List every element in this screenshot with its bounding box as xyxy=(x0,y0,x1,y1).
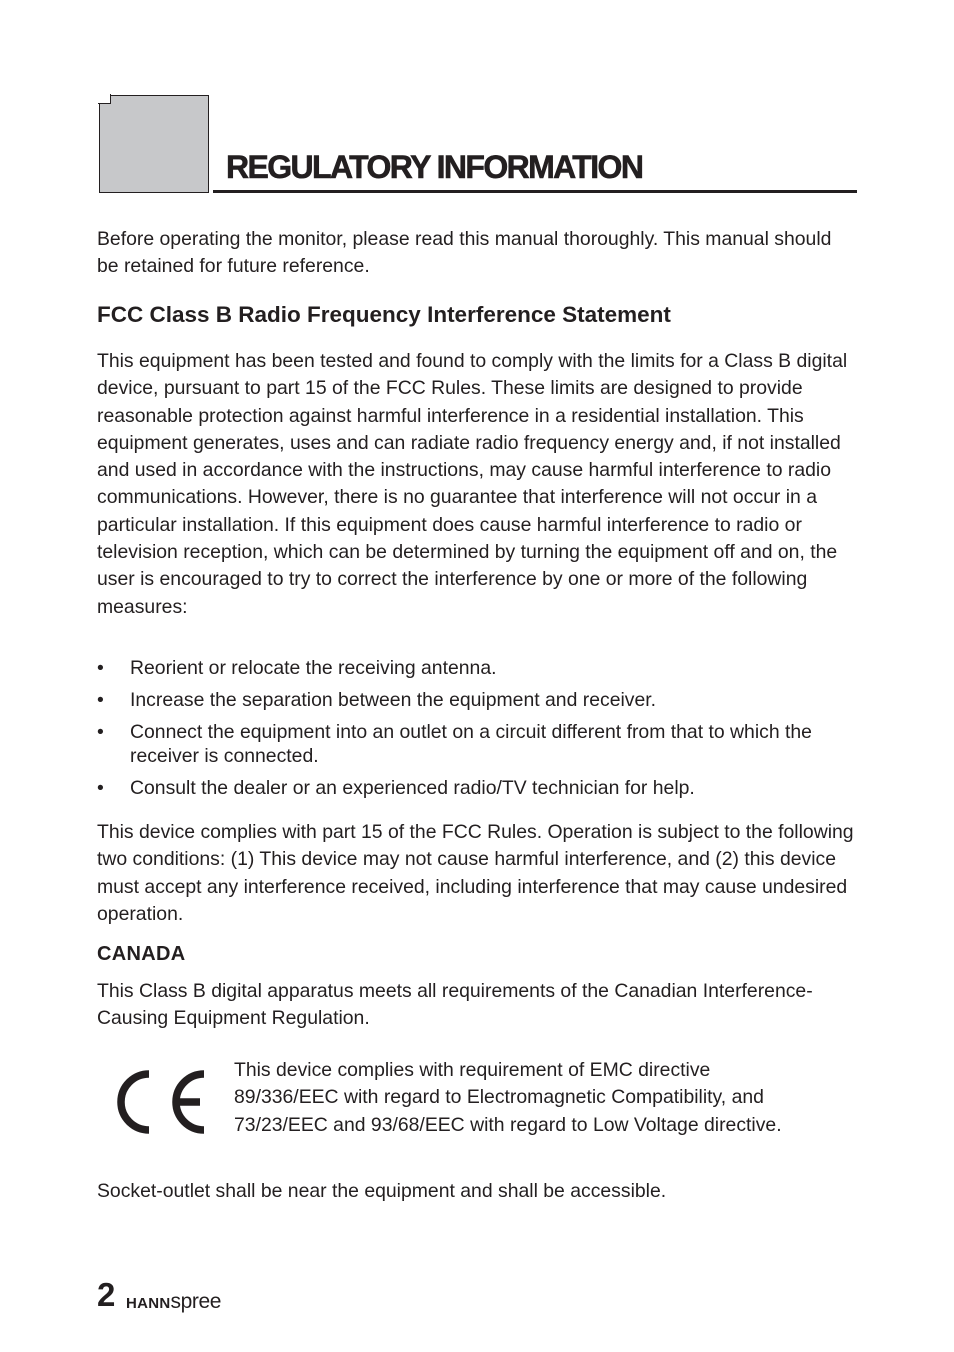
brand-logo xyxy=(126,1288,221,1318)
canada-paragraph: This Class B digital apparatus meets all requirements of the Canadian Interference-Causing Equipment Regulation. xyxy=(97,980,813,1030)
list-item xyxy=(97,776,857,800)
list-item-text: Consult the dealer or an experienced radio/TV technician for help. xyxy=(130,777,695,799)
page-title: REGULATORY INFORMATION xyxy=(226,149,643,185)
list-item-text: Reorient or relocate the receiving antenna. xyxy=(130,657,497,679)
fcc-body-paragraph: This equipment has been tested and found to comply with the limits for a Class B digital device, pursuant to part 15 of the FCC Rules. These limits are designed to provide reasonable protection against harmful interference in a residential installation. This equipment generates, uses and can radiate radio frequency energy and, if not installed and used in accordance with the instructions, may cause harmful interference to radio communications. However, there is no guarantee that interference will not occur in a particular installation. If this equipment does cause harmful interference to radio or television reception, which can be determined by turning the equipment off and on, the user is encouraged to try to correct the interference by one or more of the following measures: xyxy=(97,350,848,618)
fcc-heading: FCC Class B Radio Frequency Interference Statement xyxy=(97,302,671,327)
bullet-icon: • xyxy=(97,657,104,679)
chapter-tab-notch xyxy=(98,94,111,104)
bullet-icon: • xyxy=(97,777,104,799)
ce-line: 89/336/EEC with regard to Electromagnetic Compatibility, and xyxy=(234,1086,764,1109)
list-item xyxy=(97,720,857,768)
socket-note: Socket-outlet shall be near the equipment and shall be accessible. xyxy=(97,1180,667,1202)
list-item xyxy=(97,656,857,680)
intro-paragraph: Before operating the monitor, please read this manual thoroughly. This manual should be retained for future reference. xyxy=(97,228,832,278)
bullet-icon: • xyxy=(97,721,104,743)
ce-line: 73/23/EEC and 93/68/EEC with regard to Low Voltage directive. xyxy=(234,1113,782,1136)
list-item xyxy=(97,688,857,712)
list-item-text: Increase the separation between the equipment and receiver. xyxy=(130,689,657,711)
fcc-conditions-paragraph: This device complies with part 15 of the FCC Rules. Operation is subject to the following two conditions: (1) This device may not cause harmful interference, and (2) this device must accept any interference received, including interference that may cause undesired operation. xyxy=(97,821,854,925)
canada-heading: CANADA xyxy=(97,943,186,965)
bullet-icon: • xyxy=(97,689,104,711)
fcc-measures-list xyxy=(97,656,857,808)
brand-logo-light: spree xyxy=(170,1290,222,1313)
ce-line: This device complies with requirement of EMC directive xyxy=(234,1059,711,1081)
list-item-text: Connect the equipment into an outlet on a circuit different from that to which the receiver is connected. xyxy=(130,721,812,767)
ce-statement xyxy=(234,1057,864,1139)
chapter-tab-box xyxy=(99,95,209,193)
title-underline xyxy=(213,190,857,193)
ce-mark-icon xyxy=(112,1064,212,1140)
brand-logo-bold: HANN xyxy=(126,1295,171,1312)
page-number: 2 xyxy=(97,1276,116,1313)
